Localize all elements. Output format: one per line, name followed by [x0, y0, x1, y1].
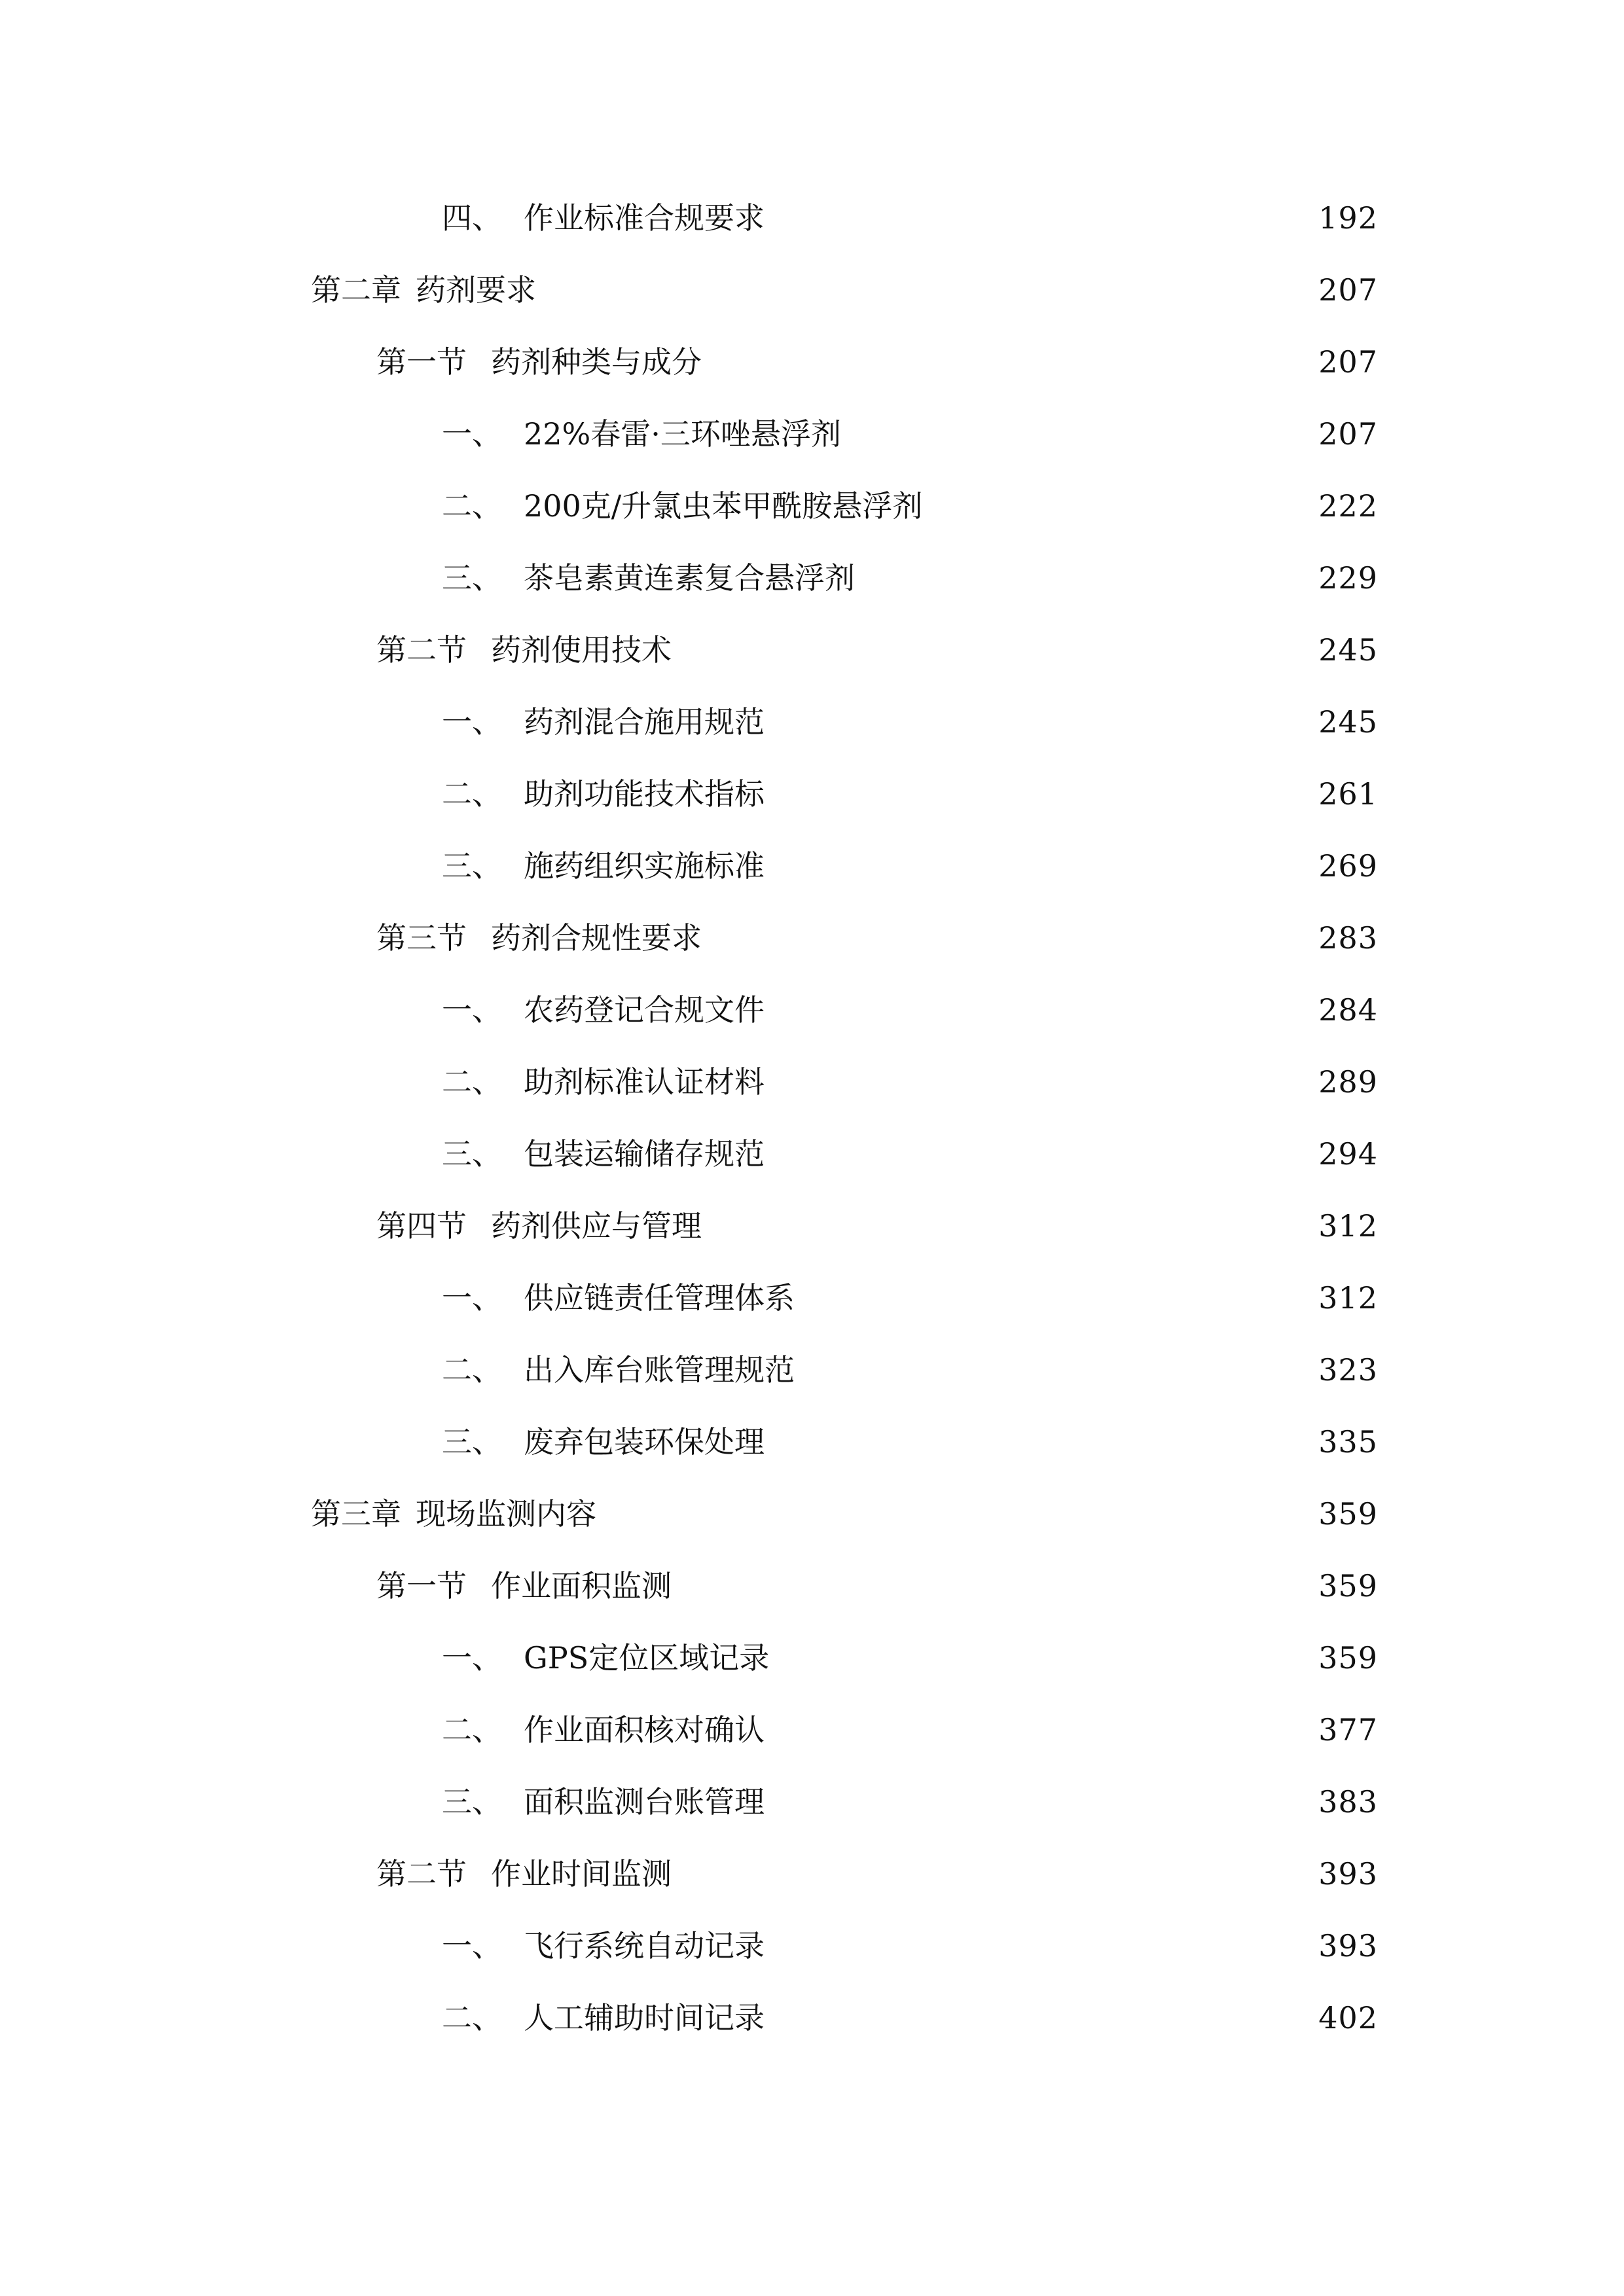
- toc-entry-page-number: 359: [1318, 1640, 1378, 1676]
- toc-entry-number: 一、: [442, 1928, 502, 1964]
- toc-entry-page-number: 229: [1318, 560, 1378, 596]
- toc-entry[interactable]: [442, 408, 1378, 460]
- toc-entry-title: 面积监测台账管理: [524, 1784, 765, 1820]
- toc-entry-title: 废弃包装环保处理: [524, 1424, 765, 1460]
- toc-entry-title: 作业面积核对确认: [524, 1712, 765, 1748]
- toc-entry-page-number: 289: [1318, 1064, 1378, 1100]
- toc-entry-page-number: 335: [1318, 1424, 1378, 1460]
- toc-entry-title: 药剂使用技术: [491, 632, 672, 668]
- toc-entry-number: 一、: [442, 1640, 502, 1676]
- toc-entry-number: 二、: [442, 1352, 502, 1388]
- toc-entry-number: 第三章: [311, 1496, 401, 1532]
- toc-entry[interactable]: [442, 192, 1378, 244]
- toc-dot-leader: [768, 1992, 1312, 2044]
- toc-dot-leader: [706, 1200, 1312, 1252]
- toc-entry-title: 现场监测内容: [416, 1496, 596, 1532]
- toc-dot-leader: [768, 1128, 1312, 1180]
- toc-entry[interactable]: [442, 1056, 1378, 1108]
- toc-entry[interactable]: [442, 1704, 1378, 1756]
- toc-entry[interactable]: [376, 1560, 1378, 1612]
- toc-entry-number: 第二节: [376, 632, 467, 668]
- toc-entry[interactable]: [442, 1128, 1378, 1180]
- toc-dot-leader: [768, 768, 1312, 820]
- toc-entry[interactable]: [311, 1488, 1378, 1540]
- toc-entry-page-number: 245: [1318, 704, 1378, 740]
- toc-entry[interactable]: [442, 1416, 1378, 1468]
- toc-entry-number: 一、: [442, 1280, 502, 1316]
- toc-entry[interactable]: [442, 840, 1378, 892]
- toc-entry-title: 人工辅助时间记录: [524, 2000, 765, 2036]
- toc-entry-page-number: 283: [1318, 920, 1378, 956]
- toc-entry-title: GPS定位区域记录: [524, 1640, 770, 1676]
- toc-entry[interactable]: [442, 1920, 1378, 1972]
- toc-entry-page-number: 261: [1318, 776, 1378, 812]
- toc-dot-leader: [768, 696, 1312, 748]
- toc-dot-leader: [600, 1488, 1312, 1540]
- toc-dot-leader: [768, 1416, 1312, 1468]
- toc-dot-leader: [768, 1056, 1312, 1108]
- toc-entry-title: 出入库台账管理规范: [524, 1352, 795, 1388]
- toc-dot-leader: [799, 1272, 1312, 1324]
- toc-entry[interactable]: [376, 1200, 1378, 1252]
- toc-dot-leader: [768, 840, 1312, 892]
- toc-entry[interactable]: [442, 1272, 1378, 1324]
- toc-entry-title: 药剂种类与成分: [491, 344, 702, 380]
- toc-entry-title: 药剂混合施用规范: [524, 704, 765, 740]
- toc-entry-number: 二、: [442, 776, 502, 812]
- toc-entry-number: 三、: [442, 1784, 502, 1820]
- toc-entry[interactable]: [442, 480, 1378, 532]
- toc-dot-leader: [768, 192, 1312, 244]
- toc-entry-number: 二、: [442, 488, 502, 524]
- toc-entry-page-number: 359: [1318, 1568, 1378, 1604]
- toc-entry-page-number: 207: [1318, 272, 1378, 308]
- toc-entry-title: 药剂供应与管理: [491, 1208, 702, 1244]
- toc-dot-leader: [859, 552, 1312, 604]
- toc-entry-number: 二、: [442, 1712, 502, 1748]
- toc-entry-number: 第三节: [376, 920, 467, 956]
- toc-dot-leader: [926, 480, 1312, 532]
- toc-entry-title: 200克/升氯虫苯甲酰胺悬浮剂: [524, 488, 923, 524]
- toc-entry-page-number: 383: [1318, 1784, 1378, 1820]
- toc-entry-page-number: 377: [1318, 1712, 1378, 1748]
- toc-dot-leader: [768, 1704, 1312, 1756]
- toc-dot-leader: [768, 1920, 1312, 1972]
- toc-entry[interactable]: [376, 336, 1378, 388]
- toc-entry-title: 22%春雷·三环唑悬浮剂: [524, 416, 841, 452]
- toc-entry[interactable]: [442, 1344, 1378, 1396]
- toc-dot-leader: [768, 1776, 1312, 1828]
- toc-entry-page-number: 207: [1318, 344, 1378, 380]
- toc-entry-number: 四、: [442, 200, 502, 236]
- toc-entry[interactable]: [442, 768, 1378, 820]
- toc-dot-leader: [799, 1344, 1312, 1396]
- toc-entry[interactable]: [376, 1848, 1378, 1900]
- toc-entry-number: 第一节: [376, 1568, 467, 1604]
- toc-entry-title: 茶皂素黄连素复合悬浮剂: [524, 560, 855, 596]
- toc-entry-title: 药剂要求: [416, 272, 536, 308]
- toc-entry-page-number: 312: [1318, 1208, 1378, 1244]
- toc-entry-number: 三、: [442, 848, 502, 884]
- toc-entry[interactable]: [442, 1632, 1378, 1684]
- toc-entry-title: 作业面积监测: [491, 1568, 672, 1604]
- toc-entry-title: 作业时间监测: [491, 1856, 672, 1892]
- toc-entry-page-number: 207: [1318, 416, 1378, 452]
- toc-entry-number: 第二节: [376, 1856, 467, 1892]
- toc-entry[interactable]: [376, 624, 1378, 676]
- toc-entry-number: 三、: [442, 1424, 502, 1460]
- toc-entry-number: 二、: [442, 2000, 502, 2036]
- toc-entry-number: 一、: [442, 992, 502, 1028]
- toc-entry[interactable]: [442, 552, 1378, 604]
- toc-entry[interactable]: [311, 264, 1378, 316]
- toc-dot-leader: [706, 336, 1312, 388]
- toc-entry-page-number: 359: [1318, 1496, 1378, 1532]
- toc-entry-title: 施药组织实施标准: [524, 848, 765, 884]
- toc-entry[interactable]: [442, 984, 1378, 1036]
- toc-entry-number: 三、: [442, 560, 502, 596]
- toc-dot-leader: [845, 408, 1312, 460]
- toc-entry-number: 一、: [442, 704, 502, 740]
- toc-entry-number: 第一节: [376, 344, 467, 380]
- toc-entry-page-number: 312: [1318, 1280, 1378, 1316]
- toc-entry-title: 农药登记合规文件: [524, 992, 765, 1028]
- toc-entry-title: 飞行系统自动记录: [524, 1928, 765, 1964]
- toc-entry-page-number: 245: [1318, 632, 1378, 668]
- toc-dot-leader: [706, 912, 1312, 964]
- toc-entry-number: 二、: [442, 1064, 502, 1100]
- toc-dot-leader: [676, 1560, 1312, 1612]
- toc-dot-leader: [540, 264, 1312, 316]
- toc-entry-page-number: 402: [1318, 2000, 1378, 2036]
- toc-entry-page-number: 323: [1318, 1352, 1378, 1388]
- toc-entry-number: 第四节: [376, 1208, 467, 1244]
- toc-entry-page-number: 393: [1318, 1856, 1378, 1892]
- toc-entry[interactable]: [442, 1776, 1378, 1828]
- toc-entry[interactable]: [442, 696, 1378, 748]
- toc-entry-page-number: 294: [1318, 1136, 1378, 1172]
- toc-entry-page-number: 222: [1318, 488, 1378, 524]
- toc-dot-leader: [676, 624, 1312, 676]
- toc-entry[interactable]: [376, 912, 1378, 964]
- toc-entry-page-number: 192: [1318, 200, 1378, 236]
- toc-dot-leader: [773, 1632, 1312, 1684]
- toc-entry-title: 助剂标准认证材料: [524, 1064, 765, 1100]
- toc-entry-page-number: 393: [1318, 1928, 1378, 1964]
- toc-entry[interactable]: [442, 1992, 1378, 2044]
- toc-entry-number: 第二章: [311, 272, 401, 308]
- toc-entry-page-number: 284: [1318, 992, 1378, 1028]
- toc-entry-title: 作业标准合规要求: [524, 200, 765, 236]
- toc-dot-leader: [676, 1848, 1312, 1900]
- toc-entry-page-number: 269: [1318, 848, 1378, 884]
- toc-entry-title: 包装运输储存规范: [524, 1136, 765, 1172]
- toc-entry-title: 助剂功能技术指标: [524, 776, 765, 812]
- toc-entry-number: 一、: [442, 416, 502, 452]
- toc-entry-title: 供应链责任管理体系: [524, 1280, 795, 1316]
- toc-entry-number: 三、: [442, 1136, 502, 1172]
- toc-entry-title: 药剂合规性要求: [491, 920, 702, 956]
- toc-dot-leader: [768, 984, 1312, 1036]
